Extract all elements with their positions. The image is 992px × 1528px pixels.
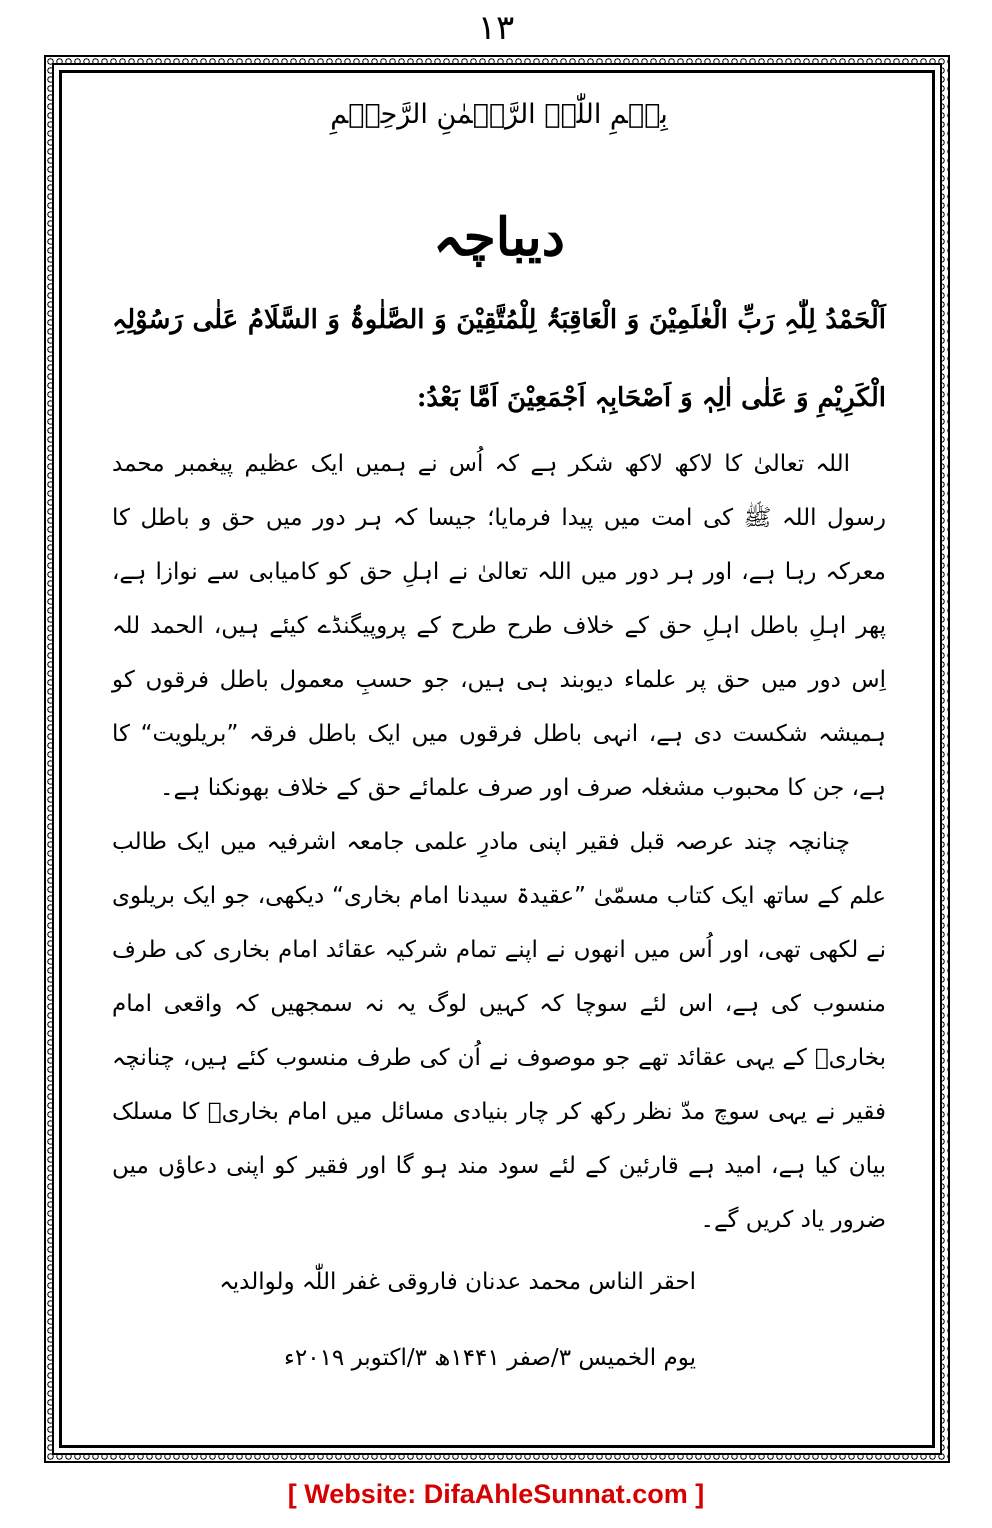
ornamental-border bbox=[44, 55, 950, 1463]
paragraph-1: اللہ تعالیٰ کا لاکھ لاکھ شکر ہے کہ اُس نے ہمیں ایک عظیم پیغمبر محمد رسول اللہ ﷺ کی امت میں پیدا فرمایا؛ جیسا کہ ہر دور میں حق و باطل کا معرکہ رہا ہے، اور ہر دور میں اللہ تعالیٰ نے اہلِ حق کو کامیابی سے نوازا ہے، پھر اہلِ باطل اہلِ حق کے خلاف طرح طرح کے پروپیگنڈے کیئے ہیں، الحمد للہ اِس دور میں حق پر علماء دیوبند ہی ہیں، جو حسبِ معمول باطل فرقوں کو ہمیشہ شکست دی ہے، انہی باطل فرقوں میں ایک باطل فرقہ ”بریلویت“ کا ہے، جن کا محبوب مشغلہ صرف اور صرف علمائے حق کے خلاف بھونکنا ہے۔ bbox=[112, 451, 886, 801]
page-title: دیباچہ bbox=[433, 207, 565, 268]
website-footer: [ Website: DifaAhleSunnat.com ] bbox=[287, 1479, 705, 1509]
date-line: یوم الخمیس ۳/صفر ۱۴۴۱ھ ۳/اکتوبر ۲۰۱۹ء bbox=[284, 1345, 696, 1371]
border-inner-line bbox=[59, 70, 935, 1448]
author-signature: احقر الناس محمد عدنان فاروقی غفر اللّٰہ ولوالدیہ bbox=[219, 1269, 696, 1295]
paragraph-2: چنانچہ چند عرصہ قبل فقیر اپنی مادرِ علمی جامعہ اشرفیہ میں ایک طالب علم کے ساتھ ایک کتاب مسمّیٰ ”عقیدۃ سیدنا امام بخاری“ دیکھی، جو ایک بریلوی نے لکھی تھی، اور اُس میں انھوں نے اپنے تمام شرکیہ عقائد امام بخاری کی طرف منسوب کی ہے، اس لئے سوچا کہ کہیں لوگ یہ نہ سمجھیں کہ واقعی امام بخاریؒ کے یہی عقائد تھے جو موصوف نے اُن کی طرف منسوب کئے ہیں، چنانچہ فقیر نے یہی سوچ مدّ نظر رکھ کر چار بنیادی مسائل میں امام بخاریؒ کا مسلک بیان کیا ہے، امید ہے قارئین کے لئے سود مند ہو گا اور فقیر کو اپنی دعاؤں میں ضرور یاد کریں گے۔ bbox=[112, 829, 886, 1233]
bismillah-heading: بِسۡمِ اللّٰہِ الرَّحۡمٰنِ الرَّحِیۡمِ bbox=[330, 99, 668, 130]
border-middle-line bbox=[52, 63, 942, 1455]
page-content bbox=[112, 93, 886, 1425]
page-number: ۱۳ bbox=[477, 8, 515, 48]
opening-invocation: اَلْحَمْدُ لِلّٰہِ رَبِّ الْعٰلَمِیْنَ وَ الْعَاقِبَۃُ لِلْمُتَّقِیْنَ وَ الصَّلٰوۃُ وَ السَّلَامُ عَلٰی رَسُوْلِہِ الْکَرِیْمِ وَ عَلٰی اٰلِہٖ وَ اَصْحَابِہٖ اَجْمَعِیْنَ اَمَّا بَعْدُ: bbox=[112, 305, 886, 413]
